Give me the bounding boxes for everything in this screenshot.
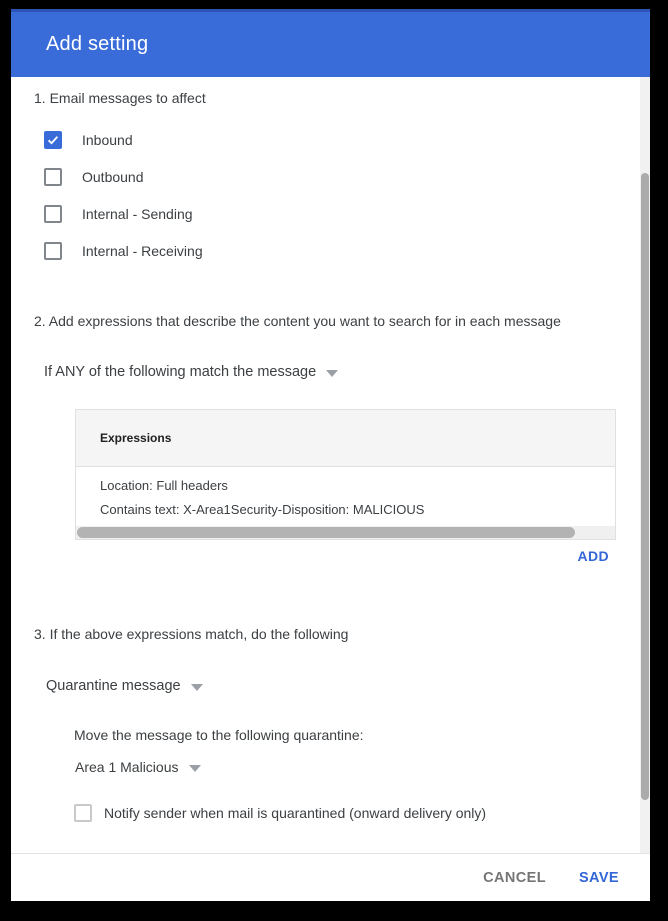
- check-icon: [46, 133, 60, 147]
- dialog-footer: [11, 853, 650, 901]
- add-setting-dialog: [11, 9, 650, 901]
- action-dropdown[interactable]: [34, 678, 203, 694]
- notify-sender-row[interactable]: [34, 801, 640, 825]
- internal-receiving-checkbox[interactable]: [44, 242, 62, 260]
- checkbox-label: Inbound: [82, 131, 133, 148]
- expressions-table: [75, 409, 616, 540]
- add-expression-button[interactable]: ADD: [577, 548, 609, 564]
- match-condition-dropdown[interactable]: [34, 364, 338, 380]
- vertical-scrollbar-thumb[interactable]: [641, 173, 649, 800]
- checkbox-label: Outbound: [82, 168, 144, 185]
- section-2-heading: 2. Add expressions that describe the content you want to search for in each message: [34, 313, 561, 329]
- move-to-quarantine-label: Move the message to the following quarantine:: [74, 727, 364, 743]
- checkbox-row-internal-receiving[interactable]: [34, 232, 640, 269]
- expressions-rows: [76, 467, 615, 522]
- expressions-column-header: Expressions: [100, 431, 172, 445]
- dialog-header: [11, 9, 650, 77]
- quarantine-select-value: Area 1 Malicious: [75, 759, 179, 775]
- expression-row-contains-text[interactable]: Contains text: X-Area1Security-Disposition: MALICIOUS: [100, 502, 425, 517]
- dropdown-arrow-icon: [189, 765, 201, 772]
- section-1-heading: 1. Email messages to affect: [34, 90, 206, 106]
- cancel-button[interactable]: CANCEL: [483, 869, 546, 886]
- vertical-scrollbar[interactable]: [640, 77, 650, 853]
- internal-sending-checkbox[interactable]: [44, 205, 62, 223]
- save-button[interactable]: SAVE: [578, 869, 619, 886]
- add-row: [34, 548, 640, 566]
- dialog-body: [11, 77, 650, 853]
- section-3-heading: 3. If the above expressions match, do the following: [34, 626, 349, 642]
- checkbox-row-outbound[interactable]: [34, 158, 640, 195]
- checkbox-label: Internal - Receiving: [82, 242, 203, 259]
- inbound-checkbox[interactable]: [44, 131, 62, 149]
- checkbox-row-internal-sending[interactable]: [34, 195, 640, 232]
- dropdown-arrow-icon: [191, 684, 203, 691]
- action-dropdown-value: Quarantine message: [46, 678, 181, 694]
- quarantine-select-dropdown[interactable]: [34, 759, 201, 775]
- expressions-table-header: [76, 410, 615, 467]
- notify-sender-checkbox[interactable]: [74, 804, 92, 822]
- email-direction-checkbox-list: [34, 121, 640, 269]
- horizontal-scrollbar-thumb[interactable]: [77, 527, 575, 538]
- horizontal-scrollbar[interactable]: [76, 526, 615, 539]
- checkbox-label: Notify sender when mail is quarantined (onward delivery only): [104, 805, 487, 821]
- match-condition-value: If ANY of the following match the message: [44, 364, 317, 380]
- checkbox-row-inbound[interactable]: [34, 121, 640, 158]
- checkbox-label: Internal - Sending: [82, 205, 193, 222]
- dropdown-arrow-icon: [326, 370, 338, 377]
- expression-row-location[interactable]: Location: Full headers: [100, 478, 228, 493]
- outbound-checkbox[interactable]: [44, 168, 62, 186]
- dialog-title: Add setting: [46, 33, 149, 55]
